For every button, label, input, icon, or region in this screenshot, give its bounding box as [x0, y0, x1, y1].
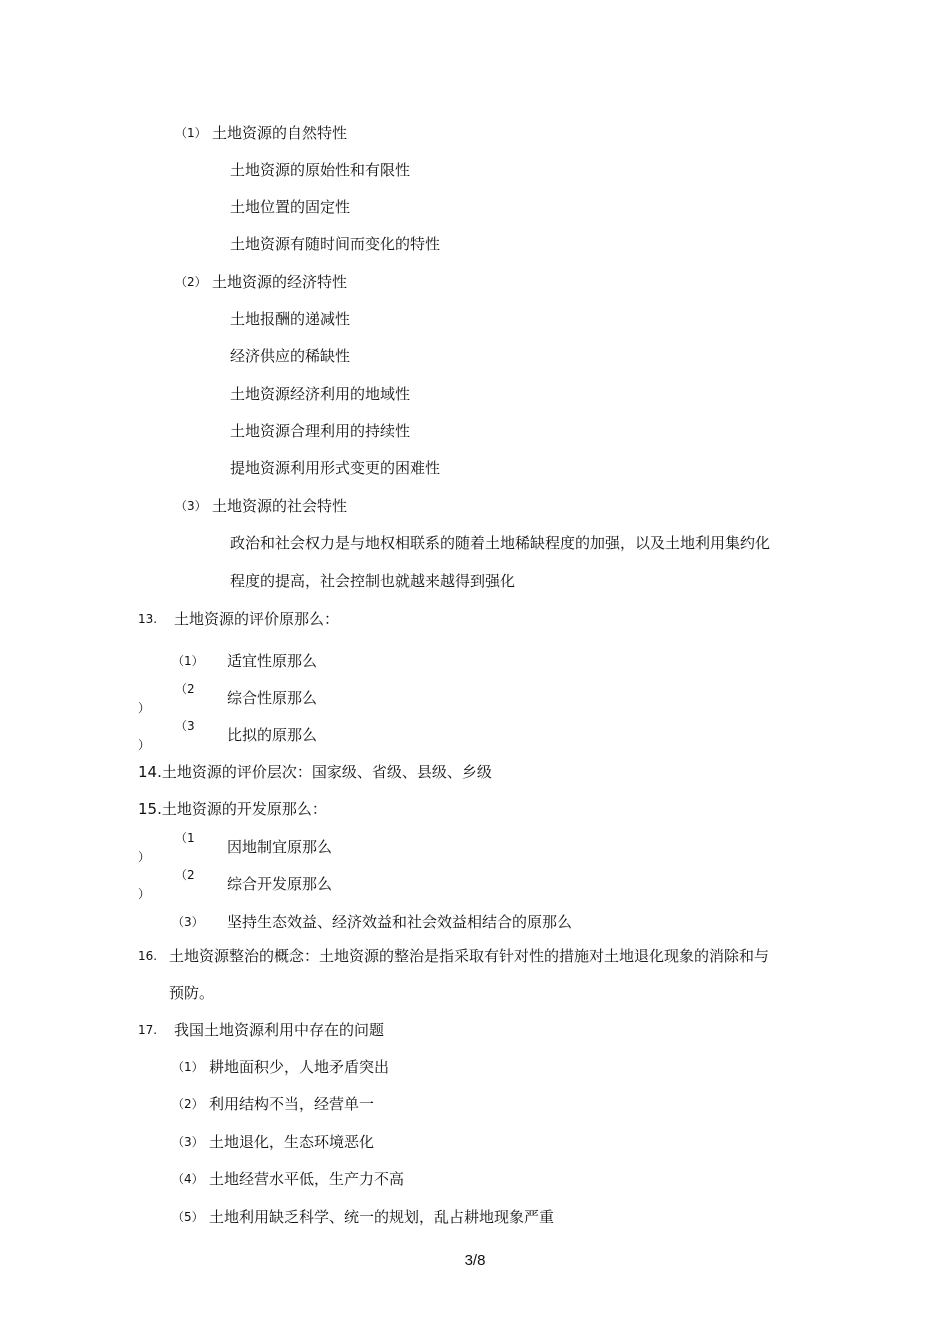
q13-item-open: （1） — [172, 654, 204, 668]
section-3-number: （3） — [175, 499, 207, 513]
q15-item-text: 因地制宜原那么 — [227, 838, 333, 856]
q16-number: 16. — [138, 949, 158, 963]
q13-number: 13. — [138, 612, 158, 626]
q15-item-close: ） — [138, 887, 151, 901]
section-3-paragraph-line: 程度的提高，社会控制也就越来越得到强化 — [230, 572, 516, 590]
section-2-number: （2） — [175, 275, 207, 289]
section-2-item: 土地资源合理利用的持续性 — [230, 422, 411, 440]
q13-item-close: ） — [138, 738, 151, 752]
section-2-item: 提地资源利用形式变更的困难性 — [230, 459, 441, 477]
q15-item-open: （1 — [175, 831, 195, 845]
q17-item-text: 土地利用缺乏科学、统一的规划，乱占耕地现象严重 — [209, 1208, 555, 1226]
q13-item-text: 综合性原那么 — [227, 689, 318, 707]
q13-item-open: （3 — [175, 719, 195, 733]
section-2-item: 土地报酬的递减性 — [230, 310, 351, 328]
q17-item-number: （1） — [172, 1060, 204, 1074]
q13-title: 土地资源的评价原那么： — [174, 610, 340, 628]
q17-title: 我国土地资源利用中存在的问题 — [174, 1021, 385, 1039]
q13-item-text: 适宜性原那么 — [227, 652, 318, 670]
q16-line: 土地资源整治的概念：土地资源的整治是指采取有针对性的措施对土地退化现象的消除和与 — [169, 947, 770, 965]
q17-item-number: （2） — [172, 1097, 204, 1111]
section-1-number: （1） — [175, 126, 207, 140]
section-3-paragraph-line: 政治和社会权力是与地权相联系的随着土地稀缺程度的加强，以及土地利用集约化 — [230, 534, 771, 552]
q14-text: 14.土地资源的评价层次：国家级、省级、县级、乡级 — [138, 763, 492, 781]
q17-item-text: 土地退化，生态环境恶化 — [209, 1133, 375, 1151]
q17-item-number: （5） — [172, 1210, 204, 1224]
q15-item-text: 坚持生态效益、经济效益和社会效益相结合的原那么 — [227, 913, 573, 931]
q17-item-number: （4） — [172, 1172, 204, 1186]
q17-item-text: 土地经营水平低，生产力不高 — [209, 1170, 405, 1188]
q15-item-open: （2 — [175, 868, 195, 882]
section-3-title: 土地资源的社会特性 — [212, 497, 348, 515]
q15-item-close: ） — [138, 850, 151, 864]
q16-line: 预防。 — [169, 984, 215, 1002]
q13-item-close: ） — [138, 701, 151, 715]
q17-item-text: 耕地面积少，人地矛盾突出 — [209, 1058, 390, 1076]
q15-item-open: （3） — [172, 915, 204, 929]
section-2-title: 土地资源的经济特性 — [212, 273, 348, 291]
section-2-item: 经济供应的稀缺性 — [230, 347, 351, 365]
q13-item-open: （2 — [175, 682, 195, 696]
q15-item-text: 综合开发原那么 — [227, 875, 333, 893]
q17-item-number: （3） — [172, 1135, 204, 1149]
section-1-title: 土地资源的自然特性 — [212, 124, 348, 142]
section-1-item: 土地资源有随时间而变化的特性 — [230, 235, 441, 253]
section-1-item: 土地资源的原始性和有限性 — [230, 161, 411, 179]
q13-item-text: 比拟的原那么 — [227, 726, 318, 744]
q17-number: 17. — [138, 1023, 158, 1037]
section-2-item: 土地资源经济利用的地域性 — [230, 385, 411, 403]
page-number: 3/8 — [464, 1252, 486, 1269]
section-1-item: 土地位置的固定性 — [230, 198, 351, 216]
q17-item-text: 利用结构不当，经营单一 — [209, 1095, 375, 1113]
q15-title: 15.土地资源的开发原那么： — [138, 800, 327, 818]
